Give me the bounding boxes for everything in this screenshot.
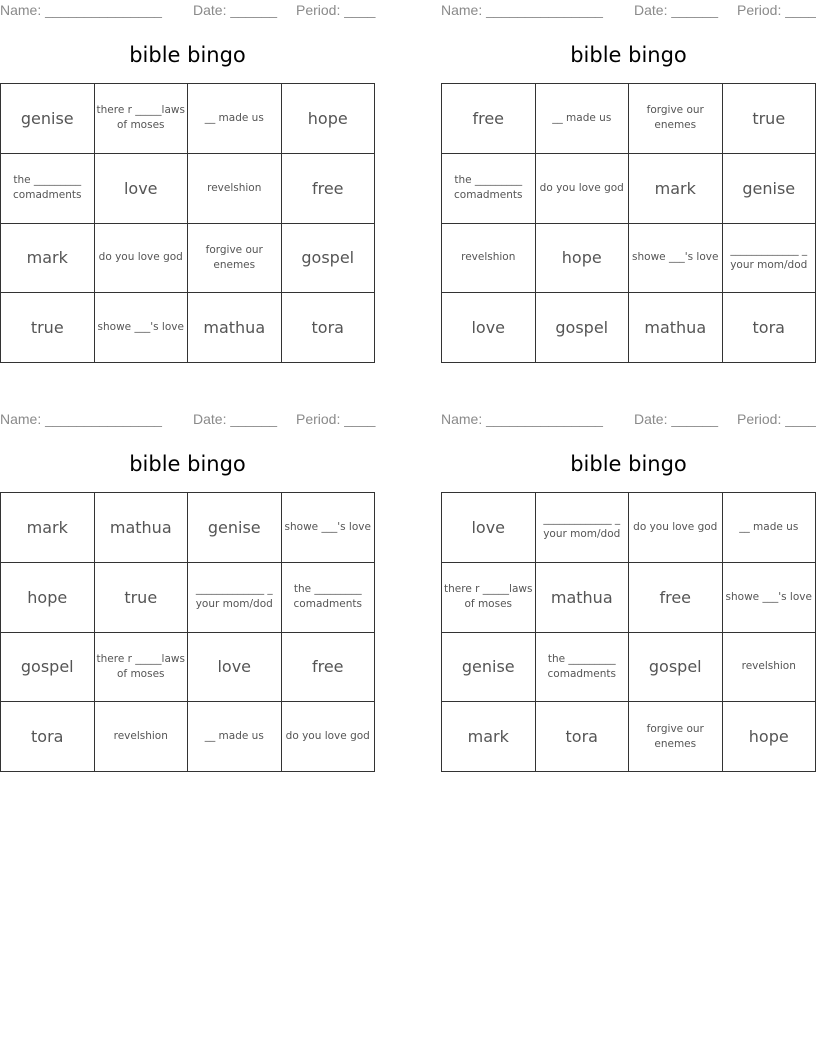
bingo-cell: love [442, 293, 536, 363]
bingo-cell: mathua [629, 293, 723, 363]
bingo-cell: tora [723, 293, 816, 363]
bingo-cell: hope [282, 84, 376, 154]
bingo-grid [0, 492, 375, 772]
bingo-cell: revelshion [188, 154, 282, 224]
bingo-cell: gospel [536, 293, 630, 363]
bingo-cell: mark [442, 702, 536, 772]
bingo-cell: there r _____laws of moses [442, 563, 536, 633]
card-title: bible bingo [129, 452, 246, 476]
bingo-cell: showe ___'s love [723, 563, 816, 633]
bingo-cell: gospel [282, 224, 376, 294]
bingo-cell: mark [1, 224, 95, 294]
bingo-cell: love [95, 154, 189, 224]
bingo-cell: genise [188, 493, 282, 563]
bingo-cell: hope [1, 563, 95, 633]
bingo-cell: showe ___'s love [95, 293, 189, 363]
card-header [441, 409, 816, 431]
bingo-cell: the _________ comadments [442, 154, 536, 224]
card-header [0, 409, 375, 431]
bingo-cell: true [1, 293, 95, 363]
bingo-cell: free [282, 154, 376, 224]
bingo-cell: genise [442, 633, 536, 703]
date-field-label: Date: ______ [193, 411, 278, 427]
bingo-cell: there r _____laws of moses [95, 84, 189, 154]
bingo-cell: forgive our enemes [188, 224, 282, 294]
period-field-label: Period: ____ [296, 2, 376, 18]
bingo-cell: __ made us [188, 84, 282, 154]
bingo-cell: _____________ _ your mom/dod [723, 224, 816, 294]
card-title: bible bingo [570, 452, 687, 476]
bingo-cell: tora [536, 702, 630, 772]
bingo-cell: showe ___'s love [629, 224, 723, 294]
bingo-cell: revelshion [95, 702, 189, 772]
bingo-cell: there r _____laws of moses [95, 633, 189, 703]
period-field-label: Period: ____ [737, 2, 816, 18]
period-field-label: Period: ____ [737, 411, 816, 427]
bingo-cell: love [188, 633, 282, 703]
bingo-cell: free [282, 633, 376, 703]
bingo-cell: showe ___'s love [282, 493, 376, 563]
bingo-cell: tora [282, 293, 376, 363]
bingo-cell: love [442, 493, 536, 563]
bingo-cell: hope [536, 224, 630, 294]
bingo-cell: do you love god [95, 224, 189, 294]
name-field-label: Name: _______________ [0, 411, 162, 427]
bingo-cell: free [629, 563, 723, 633]
bingo-cell: revelshion [442, 224, 536, 294]
bingo-cell: true [95, 563, 189, 633]
period-field-label: Period: ____ [296, 411, 376, 427]
bingo-cell: the _________ comadments [1, 154, 95, 224]
bingo-cell: mark [629, 154, 723, 224]
bingo-cell: mathua [536, 563, 630, 633]
bingo-cell: genise [1, 84, 95, 154]
bingo-cell: _____________ _ your mom/dod [188, 563, 282, 633]
bingo-cell: true [723, 84, 816, 154]
bingo-cell: forgive our enemes [629, 702, 723, 772]
card-header [0, 0, 375, 22]
bingo-cell: forgive our enemes [629, 84, 723, 154]
name-field-label: Name: _______________ [441, 2, 603, 18]
bingo-cell: __ made us [188, 702, 282, 772]
bingo-cell: mark [1, 493, 95, 563]
bingo-cell: do you love god [629, 493, 723, 563]
card-title: bible bingo [129, 43, 246, 67]
name-field-label: Name: _______________ [0, 2, 162, 18]
bingo-cell: mathua [188, 293, 282, 363]
bingo-cell: do you love god [282, 702, 376, 772]
card-title: bible bingo [570, 43, 687, 67]
date-field-label: Date: ______ [634, 2, 719, 18]
bingo-cell: gospel [629, 633, 723, 703]
bingo-grid [441, 83, 816, 363]
bingo-cell: revelshion [723, 633, 816, 703]
bingo-cell: mathua [95, 493, 189, 563]
bingo-cell: the _________ comadments [282, 563, 376, 633]
bingo-cell: gospel [1, 633, 95, 703]
bingo-cell: _____________ _ your mom/dod [536, 493, 630, 563]
date-field-label: Date: ______ [634, 411, 719, 427]
bingo-cell: tora [1, 702, 95, 772]
bingo-cell: __ made us [723, 493, 816, 563]
name-field-label: Name: _______________ [441, 411, 603, 427]
bingo-cell: genise [723, 154, 816, 224]
bingo-cell: hope [723, 702, 816, 772]
bingo-cell: the _________ comadments [536, 633, 630, 703]
date-field-label: Date: ______ [193, 2, 278, 18]
card-header [441, 0, 816, 22]
bingo-cell: do you love god [536, 154, 630, 224]
bingo-grid [0, 83, 375, 363]
bingo-cell: __ made us [536, 84, 630, 154]
bingo-cell: free [442, 84, 536, 154]
bingo-grid [441, 492, 816, 772]
